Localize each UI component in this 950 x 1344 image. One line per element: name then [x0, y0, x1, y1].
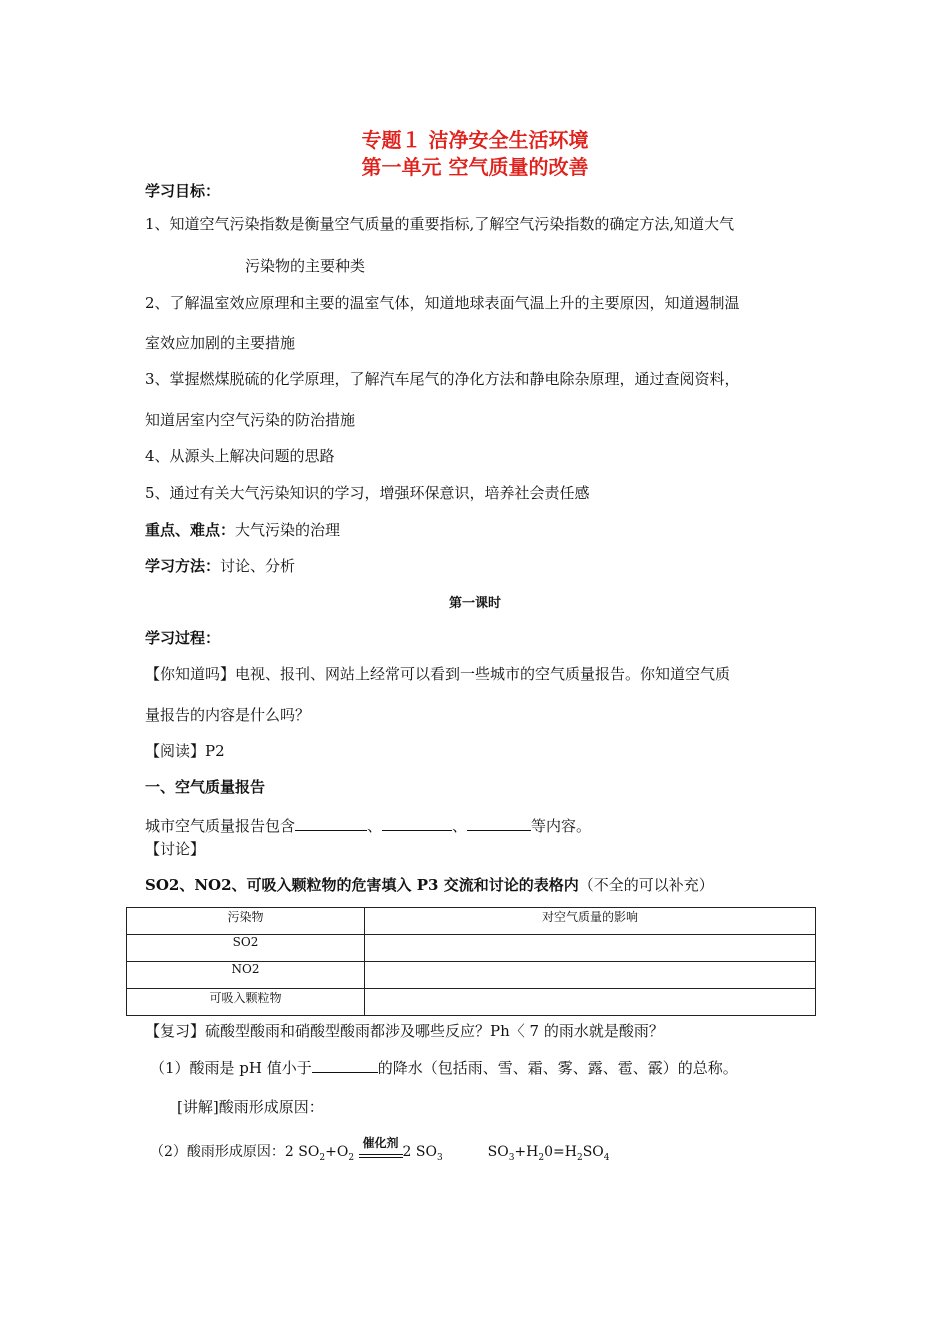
item2-label: （2）酸雨形成原因： [150, 1144, 285, 1160]
item1-suffix: 的降水（包括雨、雪、霜、雾、露、雹、霰）的总称。 [377, 1059, 738, 1077]
coefficient: 2 [402, 1144, 412, 1160]
objective-line: 室效应加剧的主要措施 [145, 334, 296, 352]
task-bold: SO2、NO2、可吸入颗粒物的危害填入 P3 交流和讨论的表格内 [145, 876, 579, 894]
item1-line [150, 1057, 738, 1078]
review-line: 【复习】硫酸型酸雨和硝酸型酸雨都涉及哪些反应？Ph〈 7 的雨水就是酸雨？ [145, 1022, 664, 1040]
table-header: 对空气质量的影响 [365, 908, 816, 935]
subscript: 3 [436, 1152, 443, 1163]
answer-blank[interactable] [467, 816, 531, 831]
formula-part: +O [325, 1144, 349, 1160]
intro-line: 量报告的内容是什么吗？ [145, 706, 311, 724]
report-fill-line [145, 815, 591, 836]
table-row [127, 935, 816, 962]
task-normal: （不全的可以补充） [578, 876, 714, 894]
task-line [145, 874, 714, 895]
subscript: 3 [508, 1152, 515, 1163]
formula-part: +H [514, 1144, 539, 1160]
keypoints [145, 519, 340, 540]
catalyst-label: 催化剂 [362, 1136, 399, 1150]
method-label: 学习方法： [145, 557, 221, 575]
pollutant-table [126, 907, 816, 1016]
table-row [127, 962, 816, 989]
objective-line: 3、掌握燃煤脱硫的化学原理，了解汽车尾气的净化方法和静电除杂原理，通过查阅资料， [145, 370, 740, 388]
table-cell: 可吸入颗粒物 [127, 989, 365, 1016]
equation-line [150, 1138, 610, 1166]
process-heading: 学习过程： [145, 629, 221, 647]
objective-line: 1、知道空气污染指数是衡量空气质量的重要指标,了解空气污染指数的确定方法,知道大气 [145, 215, 735, 233]
subscript: 2 [319, 1152, 326, 1163]
unit-title: 第一单元 空气质量的改善 [361, 155, 589, 179]
coefficient: 2 [284, 1144, 294, 1160]
formula-part: 0=H [544, 1144, 577, 1160]
intro-line: 【你知道吗】电视、报刊、网站上经常可以看到一些城市的空气质量报告。你知道空气质 [145, 665, 731, 683]
discussion-note: 【讨论】 [145, 840, 206, 858]
answer-cell[interactable] [365, 935, 816, 962]
formula-part: SO [298, 1144, 320, 1160]
keypoints-text: 大气污染的治理 [235, 521, 341, 539]
answer-blank[interactable] [295, 816, 367, 831]
table-cell: SO2 [127, 935, 365, 962]
method-text: 讨论、分析 [220, 557, 296, 575]
formula-part: SO [582, 1144, 604, 1160]
subscript: 2 [538, 1152, 545, 1163]
objective-line: 污染物的主要种类 [245, 257, 366, 275]
table-header: 污染物 [127, 908, 365, 935]
objective-line: 2、了解温室效应原理和主要的温室气体，知道地球表面气温上升的主要原因，知道遏制温 [145, 294, 740, 312]
objective-line: 4、从源头上解决问题的思路 [145, 447, 335, 465]
item1-prefix: （1）酸雨是 pH 值小于 [150, 1059, 312, 1077]
objective-line: 5、通过有关大气污染知识的学习，增强环保意识，培养社会责任感 [145, 484, 590, 502]
separator: 、 [367, 817, 383, 835]
catalyst-equals-sign [359, 1138, 403, 1166]
subscript: 2 [576, 1152, 583, 1163]
subscript: 2 [348, 1152, 355, 1163]
explain-line: [讲解]酸雨形成原因： [177, 1098, 324, 1116]
table-cell: NO2 [127, 962, 365, 989]
formula-part: SO [415, 1144, 437, 1160]
section-heading: 一、空气质量报告 [145, 778, 266, 796]
report-suffix: 等内容。 [531, 817, 592, 835]
report-prefix: 城市空气质量报告包含 [145, 817, 296, 835]
separator: 、 [452, 817, 468, 835]
document-title: 专题１ 洁净安全生活环境 [361, 128, 589, 152]
answer-cell[interactable] [365, 989, 816, 1016]
answer-blank[interactable] [312, 1058, 378, 1073]
answer-blank[interactable] [382, 816, 452, 831]
objective-line: 知道居室内空气污染的防治措施 [145, 411, 356, 429]
keypoints-label: 重点、难点： [145, 521, 236, 539]
objectives-heading: 学习目标： [145, 182, 221, 200]
study-method [145, 555, 295, 576]
lesson-title: 第一课时 [448, 596, 501, 611]
table-header-row [127, 908, 816, 935]
table-row [127, 989, 816, 1016]
formula-part: SO [487, 1144, 509, 1160]
subscript: 4 [603, 1152, 610, 1163]
answer-cell[interactable] [365, 962, 816, 989]
reading-note: 【阅读】P2 [145, 742, 225, 760]
